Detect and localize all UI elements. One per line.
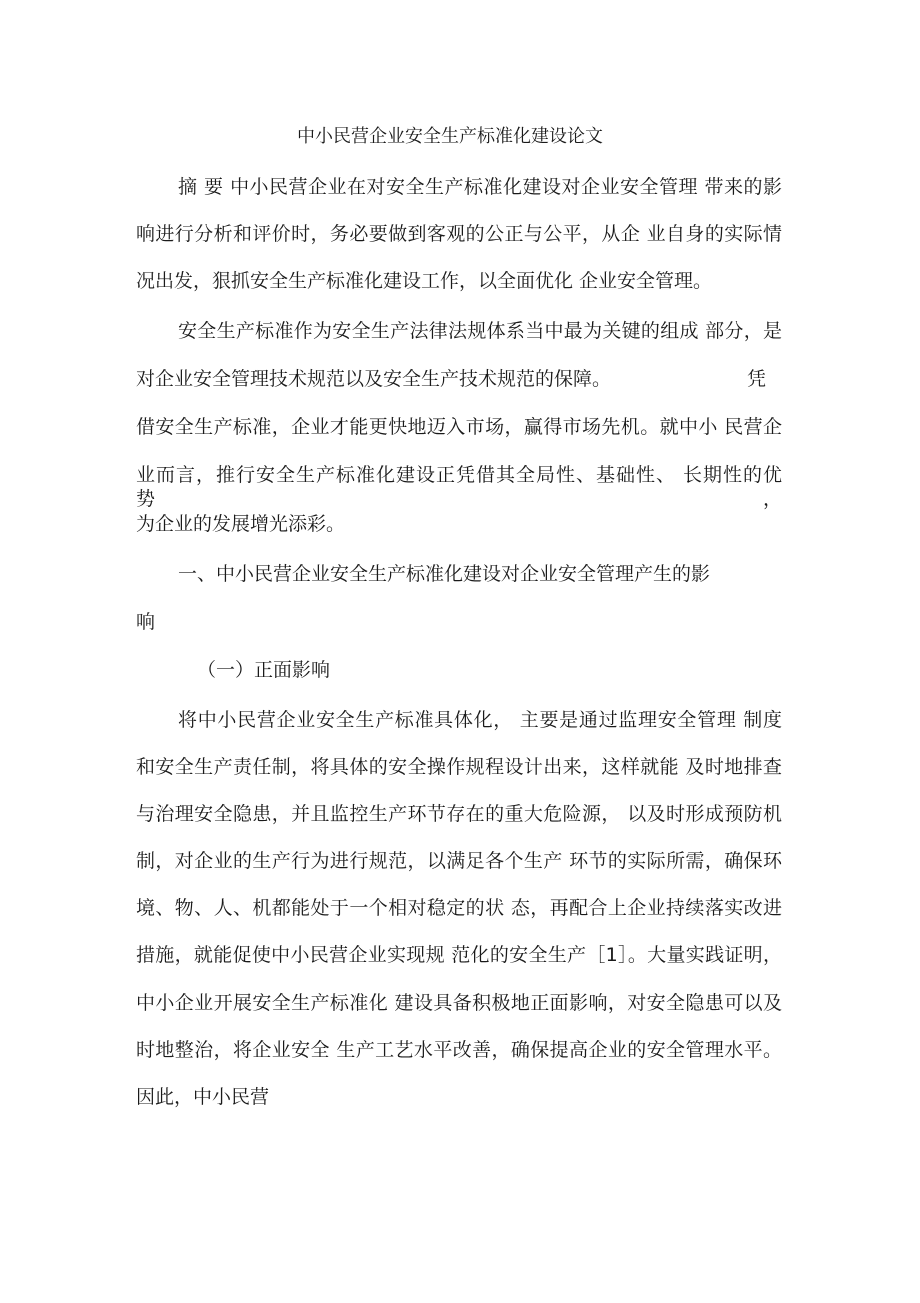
body-line-1: 将中小民营企业安全生产标准具体化， 主要是通过监理安全管理 制度 (178, 709, 782, 731)
body-line-8: 时地整治，将企业安全 生产工艺水平改善，确保提高企业的安全管理水平。 (136, 1039, 782, 1061)
intro-line-2: 对企业安全管理技术规范以及安全生产技术规范的保障。 (136, 368, 612, 390)
section-1-heading-continued: 响 (136, 611, 156, 633)
document-title: 中小民营企业安全生产标准化建设论文 (297, 126, 603, 147)
intro-line-3: 借安全生产标准，企业才能更快地迈入市场，赢得市场先机。就中小 民营企 (136, 416, 782, 438)
intro-line-5: 为企业的发展增光添彩。 (136, 513, 346, 535)
abstract-line-3: 况出发，狠抓安全生产标准化建设工作，以全面优化 企业安全管理。 (136, 270, 713, 292)
body-line-7: 中小企业开展安全生产标准化 建设具备积极地正面影响，对安全隐患可以及 (136, 992, 782, 1014)
abstract-line-2: 响进行分析和评价时，务必要做到客观的公正与公平，从企 业自身的实际情 (136, 223, 782, 245)
body-line-4: 制，对企业的生产行为进行规范，以满足各个生产 环节的实际所需，确保环 (136, 850, 782, 872)
abstract-line-1: 摘 要 中小民营企业在对安全生产标准化建设对企业安全管理 带来的影 (178, 176, 782, 198)
body-line-2: 和安全生产责任制，将具体的安全操作规程设计出来，这样就能 及时地排查 (136, 756, 782, 778)
subsection-1-heading: （一）正面影响 (197, 659, 331, 681)
intro-line-2-tail: 凭 (747, 368, 767, 390)
section-1-heading: 一、中小民营企业安全生产标准化建设对企业安全管理产生的影 (178, 563, 711, 585)
intro-line-4: 业而言，推行安全生产标准化建设正凭借其全局性、基础性、 长期性的优势， (136, 464, 782, 510)
intro-line-1: 安全生产标准作为安全生产法律法规体系当中最为关键的组成 部分，是 (178, 320, 782, 342)
body-line-5: 境、物、人、机都能处于一个相对稳定的状 态，再配合上企业持续落实改进 (136, 897, 782, 919)
body-line-9: 因此，中小民营 (136, 1086, 270, 1108)
body-line-6: 措施，就能促使中小民营企业实现规 范化的安全生产［1］。大量实践证明， (136, 944, 782, 966)
body-line-3: 与治理安全隐患，并且监控生产环节存在的重大危险源， 以及时形成预防机 (136, 803, 782, 825)
